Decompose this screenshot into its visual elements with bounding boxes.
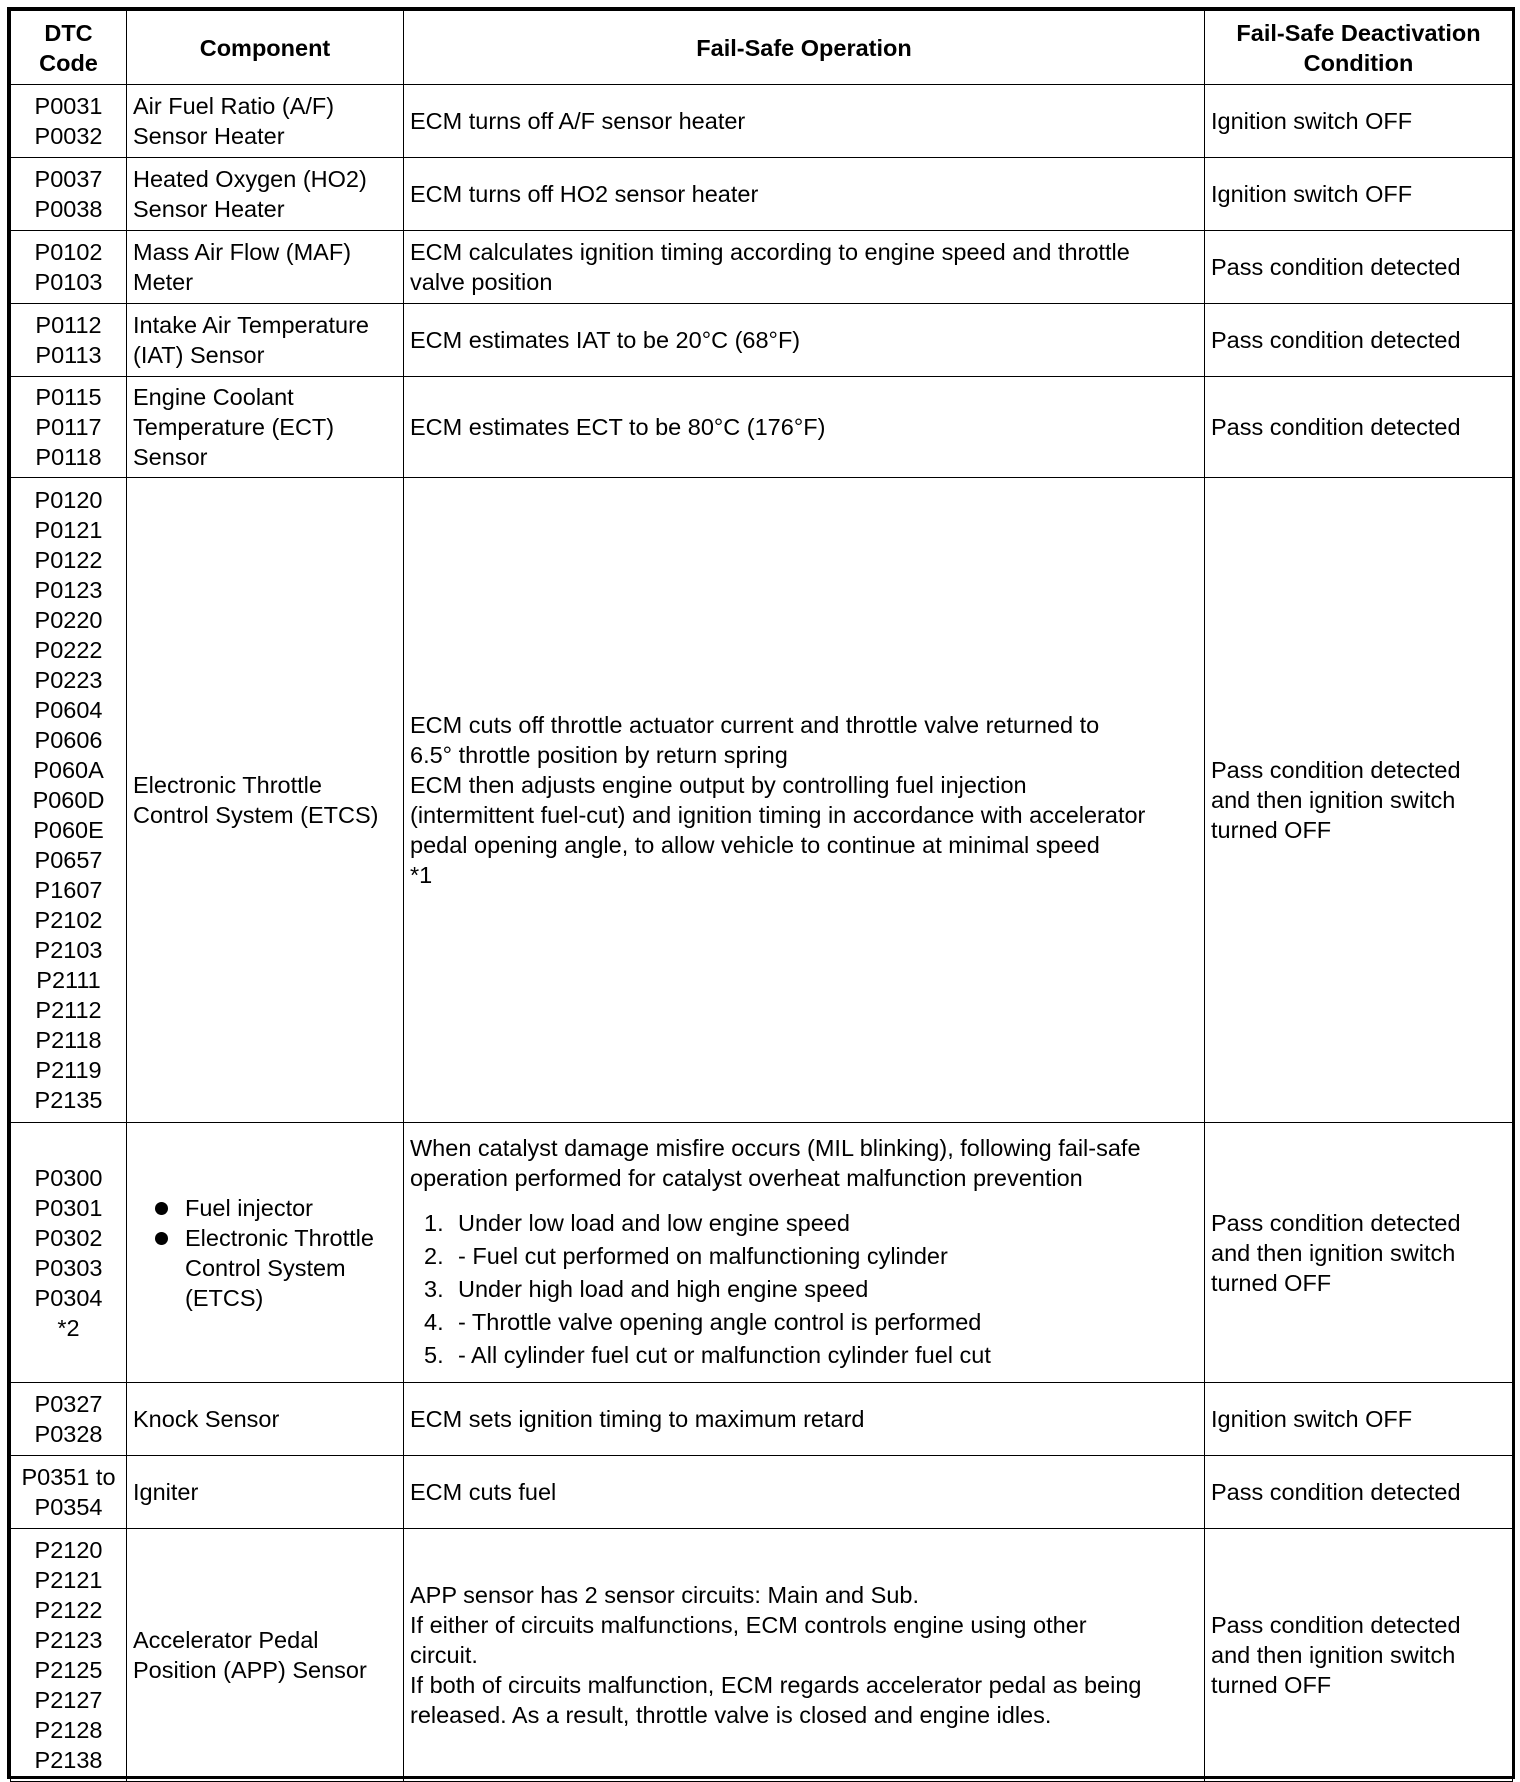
fail-safe-table-sheet [7,7,1515,1779]
deactivation-line: Pass condition detected [1211,414,1461,440]
dtc-code: P0103 [34,269,103,295]
fail-safe-table [10,10,1513,1782]
deactivation-line: Pass condition detected [1211,327,1461,353]
component-cell [127,158,404,231]
deactivation-condition-cell [1205,85,1513,158]
dtc-code: P0115 [35,384,102,410]
component-cell [127,85,404,158]
deactivation-line: Pass condition detected [1211,1479,1461,1505]
deactivation-line: Pass condition detected [1211,1612,1461,1638]
table-row [11,304,1513,377]
operation-line: pedal opening angle, to allow vehicle to continue at minimal speed [410,832,1100,858]
component-line: Meter [133,269,194,295]
operation-line: ECM turns off A/F sensor heater [410,108,746,134]
deactivation-condition-cell [1205,377,1513,478]
component-line: Temperature (ECT) [133,414,335,440]
dtc-code: P0351 to [21,1464,116,1490]
component-line: Mass Air Flow (MAF) [133,239,352,265]
dtc-code: P0120 [34,487,103,513]
component-line: (IAT) Sensor [133,342,265,368]
deactivation-line: and then ignition switch [1211,1239,1456,1266]
operation-line: released. As a result, throttle valve is closed and engine idles. [410,1702,1052,1728]
dtc-code: P0037 [34,166,103,192]
component-line: Control System (ETCS) [133,802,379,828]
dtc-code: P2118 [35,1027,102,1053]
deactivation-line: Ignition switch OFF [1211,181,1413,207]
dtc-code: P0220 [34,607,103,633]
dtc-code-cell [11,1529,127,1782]
dtc-code: P0301 [34,1194,103,1221]
operation-step-text: - Fuel cut performed on malfunctioning cylinder [458,1243,948,1269]
component-line: Electronic Throttle [133,772,322,798]
deactivation-line: Pass condition detected [1211,1209,1461,1236]
fail-safe-operation-cell [404,478,1205,1123]
operation-step [424,1339,1198,1372]
dtc-code: P0657 [34,847,103,873]
operation-line: ECM sets ignition timing to maximum retard [410,1406,865,1432]
deactivation-condition-cell [1205,1123,1513,1383]
dtc-code: P0123 [34,577,103,603]
operation-line: ECM cuts fuel [410,1479,557,1505]
dtc-code: P0327 [34,1391,103,1417]
dtc-code: P2122 [34,1597,103,1623]
component-bullet-item [155,1223,397,1313]
table-row [11,1383,1513,1456]
component-bullet-list [133,1193,397,1313]
operation-step-text: Under low load and low engine speed [458,1210,850,1236]
deactivation-line: Pass condition detected [1211,757,1461,783]
fail-safe-operation-cell [404,231,1205,304]
component-line: Position (APP) Sensor [133,1657,367,1683]
dtc-code: P2103 [34,937,103,963]
dtc-code-cell [11,231,127,304]
operation-line: ECM calculates ignition timing according to engine speed and throttle [410,239,1130,265]
fail-safe-operation-cell [404,1529,1205,1782]
dtc-code: P0223 [34,667,103,693]
dtc-code: P0102 [34,239,103,265]
operation-line: valve position [410,269,553,295]
dtc-code: P2119 [35,1057,102,1083]
dtc-code: P0302 [34,1224,103,1251]
component-line: Air Fuel Ratio (A/F) [133,93,335,119]
operation-step [424,1306,1198,1339]
dtc-code: P1607 [34,877,103,903]
fail-safe-operation-cell [404,1383,1205,1456]
operation-line: APP sensor has 2 sensor circuits: Main and Sub. [410,1582,919,1608]
dtc-code: P0122 [34,547,103,573]
table-row [11,1529,1513,1782]
dtc-code: P0118 [35,444,102,470]
dtc-code: *2 [57,1314,80,1341]
operation-line: When catalyst damage misfire occurs (MIL blinking), following fail-safe [410,1135,1141,1161]
dtc-code: P0300 [34,1164,103,1191]
component-cell [127,1383,404,1456]
dtc-code: P0031 [34,93,103,119]
dtc-code: P0121 [34,517,103,543]
dtc-code: P2128 [34,1717,103,1743]
component-line: Igniter [133,1479,199,1505]
component-line: Sensor Heater [133,196,285,222]
component-cell [127,377,404,478]
dtc-code-cell [11,1456,127,1529]
dtc-code: P0303 [34,1254,103,1281]
dtc-code: P2111 [36,967,101,993]
deactivation-line: Ignition switch OFF [1211,108,1413,134]
header-fail-safe-operation: Fail-Safe Operation [404,11,1205,85]
component-line: Knock Sensor [133,1406,280,1432]
dtc-code: P2121 [34,1567,103,1593]
dtc-code: P0032 [34,123,103,149]
dtc-code: P0354 [34,1494,103,1520]
deactivation-condition-cell [1205,1456,1513,1529]
operation-step [424,1240,1198,1273]
operation-step-text: Under high load and high engine speed [458,1276,869,1302]
operation-line: ECM turns off HO2 sensor heater [410,181,759,207]
dtc-code: P0304 [34,1284,103,1311]
operation-step [424,1273,1198,1306]
deactivation-line: and then ignition switch [1211,1642,1456,1668]
operation-step-number: 1. [424,1210,444,1236]
fail-safe-operation-cell [404,377,1205,478]
operation-line: If both of circuits malfunction, ECM regards accelerator pedal as being [410,1672,1142,1698]
dtc-code: P0604 [34,697,103,723]
deactivation-condition-cell [1205,158,1513,231]
dtc-code-cell [11,304,127,377]
deactivation-condition-cell [1205,304,1513,377]
dtc-code: P060E [33,817,104,843]
dtc-code-cell [11,85,127,158]
component-bullet-line: (ETCS) [185,1284,264,1311]
dtc-code: P2135 [34,1087,103,1113]
component-cell [127,478,404,1123]
component-bullet-line: Electronic Throttle [185,1224,374,1251]
deactivation-condition-cell [1205,231,1513,304]
dtc-code: P060D [32,787,105,813]
component-line: Sensor [133,444,208,470]
deactivation-condition-cell [1205,478,1513,1123]
dtc-code: P0112 [35,312,102,338]
header-component: Component [127,11,404,85]
fail-safe-operation-cell [404,1456,1205,1529]
dtc-code: P2112 [35,997,102,1023]
dtc-code: P0222 [34,637,103,663]
dtc-code: P2127 [34,1687,103,1713]
fail-safe-operation-cell [404,85,1205,158]
dtc-code-cell [11,377,127,478]
dtc-code-cell [11,1383,127,1456]
operation-line: operation performed for catalyst overheat malfunction prevention [410,1165,1083,1191]
operation-step-text: - Throttle valve opening angle control is performed [458,1309,982,1335]
deactivation-line: and then ignition switch [1211,787,1456,813]
header-deactivation-line: Condition [1303,49,1414,76]
deactivation-line: turned OFF [1211,817,1332,843]
component-line: Sensor Heater [133,123,285,149]
component-cell [127,1529,404,1782]
dtc-code: P0328 [34,1421,103,1447]
dtc-code: P2102 [34,907,103,933]
operation-step-list [410,1207,1198,1372]
deactivation-condition-cell [1205,1529,1513,1782]
component-line: Engine Coolant [133,384,294,410]
fail-safe-operation-cell [404,1123,1205,1383]
dtc-code: P0117 [35,414,102,440]
operation-line: ECM then adjusts engine output by controlling fuel injection [410,772,1027,798]
operation-step [424,1207,1198,1240]
table-row [11,85,1513,158]
deactivation-line: turned OFF [1211,1672,1332,1698]
component-cell [127,1456,404,1529]
dtc-code: P0038 [34,196,103,222]
table-row [11,158,1513,231]
dtc-code: P2138 [34,1747,103,1773]
operation-step-text: - All cylinder fuel cut or malfunction cylinder fuel cut [458,1342,991,1368]
header-dtc-code [11,11,127,85]
header-dtc-code-line: Code [39,49,98,76]
component-line: Intake Air Temperature [133,312,369,338]
fail-safe-operation-cell [404,304,1205,377]
component-bullet-item [155,1193,397,1223]
operation-line: circuit. [410,1642,478,1668]
dtc-code: P2123 [34,1627,103,1653]
operation-line: (intermittent fuel-cut) and ignition timing in accordance with accelerator [410,802,1146,828]
deactivation-condition-cell [1205,1383,1513,1456]
dtc-code: P2120 [34,1537,103,1563]
dtc-code-cell [11,158,127,231]
operation-line: *1 [410,862,433,888]
header-deactivation-line: Fail-Safe Deactivation [1236,19,1481,46]
operation-step-number: 2. [424,1243,444,1269]
header-deactivation-condition [1205,11,1513,85]
operation-step-number: 3. [424,1276,444,1302]
deactivation-line: Ignition switch OFF [1211,1406,1413,1432]
operation-line: ECM estimates IAT to be 20°C (68°F) [410,327,801,353]
operation-line: 6.5° throttle position by return spring [410,742,788,768]
component-line: Accelerator Pedal [133,1627,319,1653]
operation-line: If either of circuits malfunctions, ECM controls engine using other [410,1612,1087,1638]
operation-line: ECM cuts off throttle actuator current and throttle valve returned to [410,712,1100,738]
component-cell [127,1123,404,1383]
table-row [11,377,1513,478]
fail-safe-operation-cell [404,158,1205,231]
operation-step-number: 5. [424,1342,444,1368]
component-line: Heated Oxygen (HO2) [133,166,367,192]
component-cell [127,304,404,377]
table-row [11,231,1513,304]
dtc-code: P2125 [34,1657,103,1683]
header-row [11,11,1513,85]
component-bullet-line: Fuel injector [185,1194,313,1221]
table-row [11,1456,1513,1529]
dtc-code: P060A [33,757,104,783]
table-row [11,478,1513,1123]
component-cell [127,231,404,304]
table-row [11,1123,1513,1383]
deactivation-line: turned OFF [1211,1269,1332,1296]
dtc-code-cell [11,1123,127,1383]
component-bullet-line: Control System [185,1254,346,1281]
dtc-code: P0113 [35,342,102,368]
dtc-code-cell [11,478,127,1123]
dtc-code: P0606 [34,727,103,753]
operation-line: ECM estimates ECT to be 80°C (176°F) [410,414,826,440]
deactivation-line: Pass condition detected [1211,254,1461,280]
header-dtc-code-line: DTC [44,19,93,46]
operation-step-number: 4. [424,1309,444,1335]
